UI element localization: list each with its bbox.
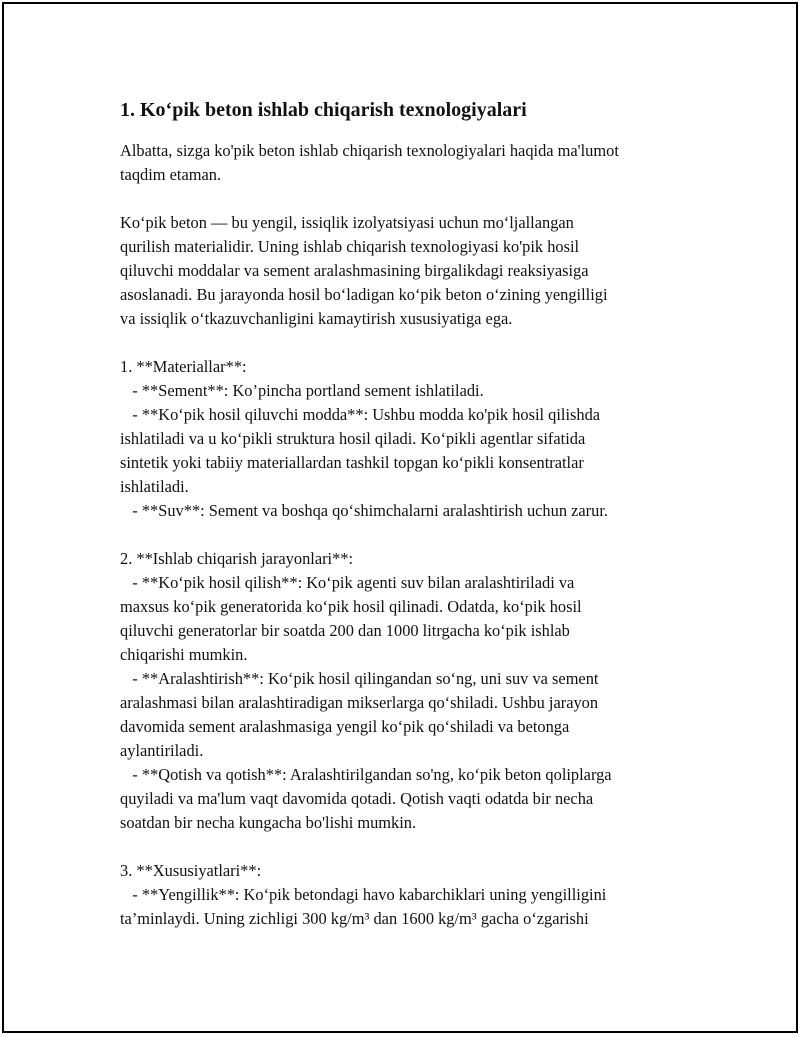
materials-section: 1. **Materiallar**: - **Sement**: Ko’pincha portland sement ishlatiladi. - **Ko‘pik hosil qiluvchi modda**: Ushbu modda ko'pik hosil qilishda ishlatiladi va u ko‘pikli struktura hosil qiladi. Ko‘pikli agentlar sifatida sintetik yoki tabiiy materiallardan tashkil topgan ko‘pikli konsentratlar ishlatiladi. - **Suv**: Sement va boshqa qo‘shimchalarni aralashtirish uchun zarur. bbox=[120, 357, 608, 520]
document-page bbox=[2, 2, 798, 1033]
intro-paragraph: Albatta, sizga ko'pik beton ishlab chiqarish texnologiyalari haqida ma'lumot taqdim etaman. bbox=[120, 141, 619, 184]
definition-paragraph: Ko‘pik beton — bu yengil, issiqlik izolyatsiyasi uchun mo‘ljallangan qurilish materialidir. Uning ishlab chiqarish texnologiyasi ko'pik hosil qiluvchi moddalar va sement aralashmasining birgalikdagi reaksiyasiga asoslanadi. Bu jarayonda hosil bo‘ladigan ko‘pik beton o‘zining yengilligi va issiqlik o‘tkazuvchanligini kamaytirish xususiyatiga ega. bbox=[120, 213, 608, 328]
production-section: 2. **Ishlab chiqarish jarayonlari**: - **Ko‘pik hosil qilish**: Ko‘pik agenti suv bilan aralashtiriladi va maxsus ko‘pik generatorida ko‘pik hosil qilinadi. Odatda, ko‘pik hosil qiluvchi generatorlar bir soatda 200 dan 1000 litrgacha ko‘pik ishlab chiqarishi mumkin. - **Aralashtirish**: Ko‘pik hosil qilingandan so‘ng, uni suv va sement aralashmasi bilan aralashtiradigan mikserlarga qo‘shiladi. Ushbu jarayon davomida sement aralashmasiga yengil ko‘pik qo‘shiladi va betonga aylantiriladi. - **Qotish va qotish**: Aralashtirilgandan so'ng, ko‘pik beton qoliplarga quyiladi va ma'lum vaqt davomida qotadi. Qotish vaqti odatda bir necha soatdan bir necha kungacha bo'lishi mumkin. bbox=[120, 549, 612, 832]
document-content bbox=[120, 97, 700, 931]
document-title: 1. Ko‘pik beton ishlab chiqarish texnologiyalari bbox=[120, 99, 527, 121]
properties-section: 3. **Xususiyatlari**: - **Yengillik**: Ko‘pik betondagi havo kabarchiklari uning yengilligini ta’minlaydi. Uning zichligi 300 kg/m³ dan 1600 kg/m³ gacha o‘zgarishi bbox=[120, 861, 607, 928]
